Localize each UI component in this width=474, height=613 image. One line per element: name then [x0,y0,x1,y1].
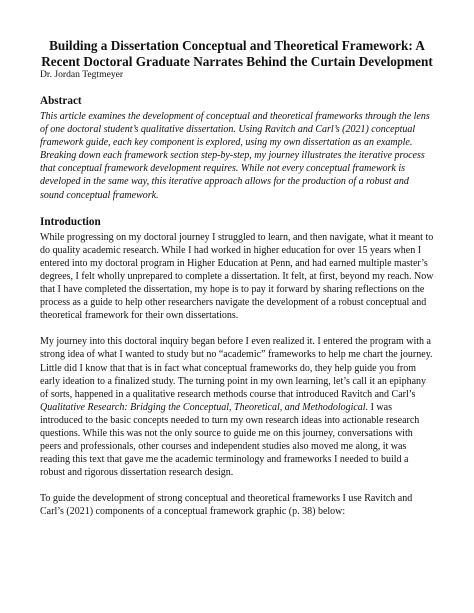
introduction-paragraph-2 [40,335,434,479]
document-title-line-2: Recent Doctoral Graduate Narrates Behind the Curtain Development [41,53,433,69]
book-title-citation: Qualitative Research: Bridging the Conceptual, Theoretical, and Methodological. [40,401,369,413]
document-title [40,38,434,69]
introduction-heading: Introduction [40,215,101,228]
abstract-heading: Abstract [40,95,82,107]
abstract-paragraph: This article examines the development of conceptual and theoretical frameworks through the lens of one doctoral student’s qualitative dissertation. Using Ravitch and Carl’s (2021) conceptual framework guide, each key component is explored, using my own dissertation as an example. Breaking down each framework section step-by-step, my journey illustrates the iterative process that conceptual framework development requires. While not every conceptual framework is developed in the same way, this iterative approach allows for the production of a robust and sound conceptual framework. [40,111,430,201]
author-name: Dr. Jordan Tegtmeyer [40,69,124,80]
document-title-line-1: Building a Dissertation Conceptual and Theoretical Framework: A [49,38,425,53]
paragraph-2-text-before: My journey into this doctoral inquiry began before I even realized it. I entered the program with a strong idea of what I wanted to study but no “academic” frameworks to help me chart the journey. Little did I know that that is in fact what conceptual frameworks do, they help guide you from early ideation to a finalized study. The turning point in my own learning, let’s call it an epiphany of sorts, happened in a qualitative research methods course that introduced Ravitch and Carl’s [40,336,433,400]
introduction-paragraph-3: To guide the development of strong conceptual and theoretical frameworks I use Ravitch and Carl’s (2021) components of a conceptual framework graphic (p. 38) below: [40,493,413,518]
introduction-paragraph-1: While progressing on my doctoral journey I struggled to learn, and then navigate, what it meant to do quality academic research. While I had worked in higher education for over 15 years when I entered into my doctoral program in Higher Education at Penn, and had earned multiple master’s degrees, I felt wholly unprepared to complete a dissertation. It felt, at first, beyond my reach. Now that I have completed the dissertation, my hope is to pay it forward by sharing reflections on the process as a guide to help other researchers navigate the development of a robust conceptual and theoretical framework for their own dissertations. [40,231,434,322]
paragraph-2-text-after: I was introduced to the basic concepts needed to turn my own research ideas into actionable research questions. While this was not the only source to guide me on this journey, conversations with peers and professionals, other courses and independent studies also moved me along, it was reading this text that gave me the academic terminology and frameworks I needed to build a robust and rigorous dissertation research design. [40,401,420,479]
